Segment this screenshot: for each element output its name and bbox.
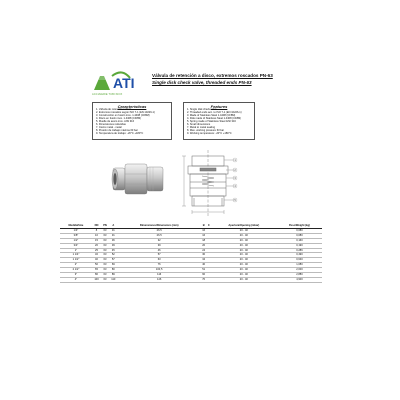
table-cell: 63 <box>101 248 109 253</box>
feature-item: 5. Spring made of Stainless Steel AISI 316 <box>187 119 236 123</box>
table-cell: 1" <box>60 248 92 253</box>
table-cell: 40 <box>92 258 101 263</box>
table-cell: 31 <box>109 228 118 233</box>
table-cell: 26.5 <box>118 228 201 233</box>
valve-photo <box>110 158 170 198</box>
table-cell: 20 - 40 <box>211 238 277 243</box>
table-cell: 63 <box>101 258 109 263</box>
logo-text: ATI <box>113 75 135 91</box>
table-cell: 31 <box>109 233 118 238</box>
table-cell: 20 <box>202 243 206 247</box>
characteristic-item: 6. Dimensiones reducidas <box>96 122 126 126</box>
table-cell: 20 - 40 <box>211 243 277 248</box>
table-cell: 20 - 40 <box>211 268 277 273</box>
dimensions-table <box>60 224 322 283</box>
feature-item: 7. Metal to metal sealing <box>187 125 216 129</box>
characteristics-list <box>96 109 168 136</box>
feature-item: 6. Small dimensions <box>187 122 211 126</box>
table-cell: 20 - 40 <box>211 277 277 282</box>
table-cell: 2,000 <box>277 268 322 273</box>
table-cell: 3" <box>60 273 92 278</box>
table-cell: 51 <box>202 268 206 272</box>
feature-item: 2. Threaded ends acc. to ISO 7-1 (EN 10226-1) <box>187 110 242 114</box>
table-body <box>60 228 322 282</box>
logo-tagline: ACCIAIERIE TUBI INOX <box>92 93 123 96</box>
table-cell: 4,900 <box>277 277 322 282</box>
characteristics-heading: Características <box>117 103 147 109</box>
table-cell: 63 <box>101 263 109 268</box>
table-cell: 80 <box>109 268 118 273</box>
table-cell: 89 <box>109 273 118 278</box>
table-cell: 20 - 40 <box>211 233 277 238</box>
table-cell: 2" <box>60 263 92 268</box>
table-cell: 0,080 <box>277 233 322 238</box>
title-spanish: Válvula de retención a disco, extremos roscados PN-63 <box>152 73 273 78</box>
table-cell: 63 <box>101 243 109 248</box>
characteristic-item: 9. Temperatura de trabajo: -20°C +180°C <box>96 131 144 135</box>
table-cell: 0,190 <box>277 243 322 248</box>
feature-item: 8. Max. working pressure 63 bar <box>187 128 225 132</box>
table-cell: 63 <box>101 277 109 282</box>
table-cell: 3/4" <box>60 243 92 248</box>
table-cell: 18 <box>202 238 206 242</box>
table-cell: 16 <box>202 228 206 232</box>
header-opening: Apertura/Opening (mbar) <box>211 224 277 228</box>
table-cell: 4" <box>60 277 92 282</box>
table-cell: 0,490 <box>277 253 322 258</box>
header-pn: PN <box>101 224 109 228</box>
company-logo <box>92 70 135 94</box>
table-cell: 63 <box>101 228 109 233</box>
table-cell: 100,5 <box>118 268 201 273</box>
feature-item: 3. Made of Stainless Steel 1.4408 (CF8M) <box>187 113 236 117</box>
table-cell: 20 - 40 <box>211 248 277 253</box>
characteristic-item: 5. Muelle de acero inox. AISI 316 <box>96 119 135 123</box>
table-cell: 20 - 40 <box>211 273 277 278</box>
header-dn: DN <box>92 224 101 228</box>
table-cell: 65 <box>92 268 101 273</box>
table-cell: 46 <box>118 248 201 253</box>
table-cell: 30 <box>202 253 206 257</box>
characteristic-item: 1. Válvula de retención a disco <box>96 108 132 111</box>
table-cell: 36 <box>109 238 118 243</box>
table-cell: 116 <box>118 273 201 278</box>
title-english: Single disk check valve, threaded ends PN-63 <box>152 80 252 85</box>
table-cell: 24 <box>202 248 206 252</box>
characteristic-item: 3. Construcción en fusión inox. 1.4408 (CF8M) <box>96 113 150 117</box>
table-cell: 40 <box>202 263 206 267</box>
header-size: Medida/Size <box>60 224 92 228</box>
table-cell: 146 <box>118 277 201 282</box>
table-cell: 110 <box>109 277 118 282</box>
table-cell: 0,286 <box>277 248 322 253</box>
table-cell: 34 <box>202 258 206 262</box>
callout-1: 1 <box>234 158 236 162</box>
characteristics-box <box>92 102 172 140</box>
table-cell: 63 <box>101 268 109 273</box>
table-cell: 2 1/2" <box>60 268 92 273</box>
table-cell: 1/2" <box>60 238 92 243</box>
technical-drawing <box>178 148 238 220</box>
table-cell: 1,080 <box>277 263 322 268</box>
table-cell: 20 - 40 <box>211 263 277 268</box>
table-cell: 1 1/4" <box>60 253 92 258</box>
table-cell: 16 <box>202 233 206 237</box>
table-cell: 32 <box>92 253 101 258</box>
table-cell: 0,080 <box>277 228 322 233</box>
table-cell: 60 <box>202 273 206 277</box>
table-cell: 1 1/2" <box>60 258 92 263</box>
header-weight: Peso/Weight (kg) <box>277 224 322 228</box>
features-list <box>187 109 251 136</box>
table-cell: 63 <box>101 238 109 243</box>
table-cell: 0,160 <box>277 238 322 243</box>
features-box <box>183 102 255 140</box>
feature-item: 4. Disk made of Stainless Steel 1.4408 (CF8M) <box>187 116 242 120</box>
characteristic-item: 2. Extremos roscados según ISO 7-1 (EN 10226-1) <box>96 110 155 114</box>
table-cell: 20 - 40 <box>211 258 277 263</box>
table-cell: 57 <box>109 258 118 263</box>
table-cell: 1/4" <box>60 228 92 233</box>
table-cell: 39 <box>118 243 201 248</box>
table-cell: 8 <box>92 228 101 233</box>
table-cell: 32 <box>118 238 201 243</box>
table-cell: 26.5 <box>118 233 201 238</box>
header-b: B <box>201 224 207 228</box>
header-c: C <box>207 224 210 227</box>
table-cell: 25 <box>92 248 101 253</box>
table-cell: 15 <box>92 238 101 243</box>
characteristic-item: 8. Presión de trabajo máxima 63 bar <box>96 128 138 132</box>
callout-2: 2 <box>234 168 236 172</box>
callout-5: 5 <box>234 198 236 202</box>
header-dimensions: Dimensiones/Dimensions (mm) <box>118 224 201 228</box>
header-a: A <box>109 224 118 228</box>
table-cell: 63 <box>118 258 201 263</box>
table-cell: 76 <box>118 263 201 268</box>
characteristic-item: 4. Disco en fusión inox. 1.4408 (CF8M) <box>96 116 141 120</box>
feature-item: 9. Working temperature: -20°C +180°C <box>187 131 232 135</box>
feature-item: 1. Single disk check valve <box>187 108 217 111</box>
callout-4: 4 <box>234 184 236 188</box>
table-cell: 50 <box>92 263 101 268</box>
table-cell: 63 <box>101 233 109 238</box>
table-cell: 45 <box>109 248 118 253</box>
table-cell: 20 - 40 <box>211 253 277 258</box>
table-cell: 69 <box>109 263 118 268</box>
table-cell: 0,640 <box>277 258 322 263</box>
table-row <box>60 277 322 282</box>
table-cell: 70 <box>202 277 206 281</box>
characteristic-item: 7. Cierre metal - metal <box>96 125 122 129</box>
callout-3: 3 <box>234 176 236 180</box>
features-heading: Features <box>210 103 228 109</box>
table-cell: 100 <box>92 277 101 282</box>
table-cell: 39 <box>109 243 118 248</box>
table-cell: 20 - 40 <box>211 228 277 233</box>
table-cell: 57 <box>118 253 201 258</box>
table-cell: 80 <box>92 273 101 278</box>
table-cell: 20 <box>92 243 101 248</box>
table-cell: 63 <box>101 273 109 278</box>
table-cell: 63 <box>101 253 109 258</box>
table-cell: 3/8" <box>60 233 92 238</box>
table-cell: 2,880 <box>277 273 322 278</box>
table-cell: 10 <box>92 233 101 238</box>
table-cell: 52 <box>109 253 118 258</box>
